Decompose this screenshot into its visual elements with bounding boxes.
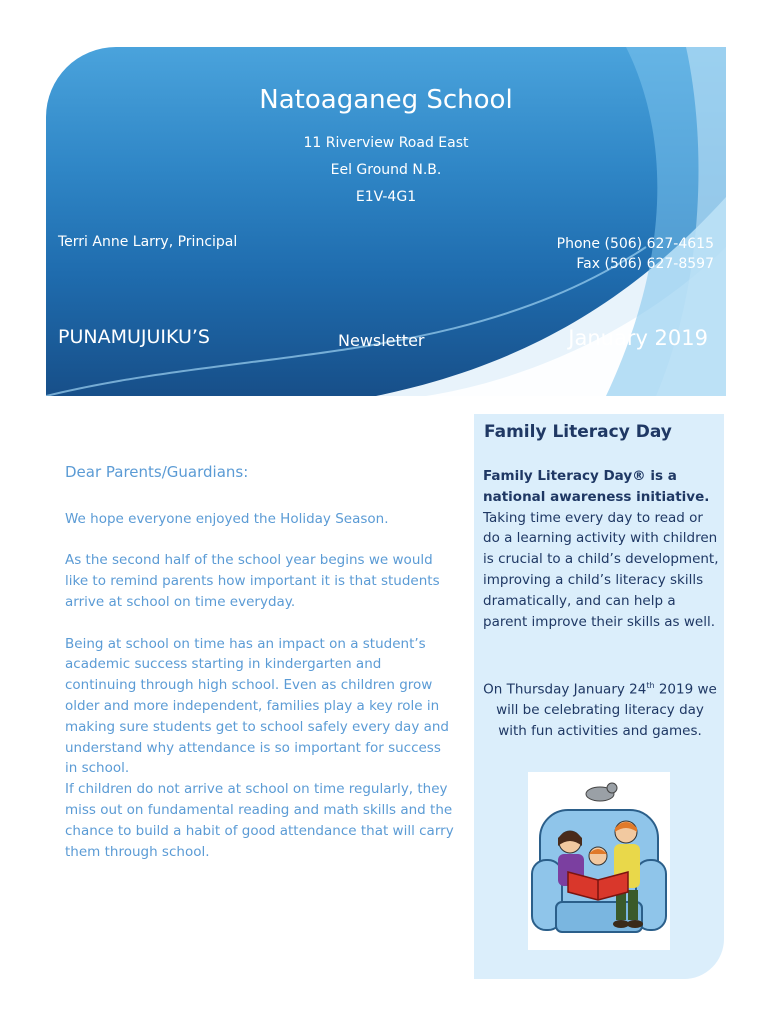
sidebar-family-literacy <box>474 414 724 979</box>
issue-date: January 2019 <box>568 326 708 350</box>
event-text-end: 2019 we will be celebrating literacy day with fun activities and games. <box>496 681 717 740</box>
header-banner <box>46 47 726 396</box>
event-date-suffix: th <box>646 681 655 690</box>
letter-paragraph-2: As the second half of the school year begins we would like to remind parents how important it is that students arrive at school on time everyday. <box>65 552 440 610</box>
letter-paragraph-1: We hope everyone enjoyed the Holiday Season. <box>65 510 389 527</box>
principal-name: Terri Anne Larry, Principal <box>58 234 238 250</box>
letter-greeting: Dear Parents/Guardians: <box>65 463 249 481</box>
newsletter-name: PUNAMUJUIKU’S <box>58 326 210 348</box>
letter-paragraph-4: If children do not arrive at school on time regularly, they miss out on fundamental reading and math skills and the chance to build a habit of good attendance that will carry them through school. <box>65 781 454 860</box>
sidebar-intro-bold: Family Literacy Day® is a national awareness initiative. <box>483 468 710 505</box>
address-line-3: E1V-4G1 <box>355 189 417 205</box>
contact-info <box>557 234 714 274</box>
event-text-start: On Thursday January 24 <box>483 681 647 698</box>
letter-body <box>65 462 455 883</box>
family-reading-illustration <box>528 772 670 950</box>
fax-number: Fax (506) 627-8597 <box>576 256 714 272</box>
sidebar-intro <box>483 466 719 632</box>
phone-number: Phone (506) 627-4615 <box>556 236 714 252</box>
address-line-2: Eel Ground N.B. <box>330 162 442 178</box>
newsletter-label: Newsletter <box>338 331 425 350</box>
sidebar-title: Family Literacy Day <box>484 422 672 442</box>
address-line-1: 11 Riverview Road East <box>303 135 469 151</box>
letter-paragraph-3: Being at school on time has an impact on a student’s academic success starting in kindergarten and continuing through high school. Even as children grow older and more independent, families play a key role in making sure students get to school safely every day and understand why attendance is so important for success in school. <box>65 635 450 777</box>
sidebar-intro-text: Taking time every day to read or do a learning activity with children is crucial to a child’s development, improving a child’s literacy skills dramatically, and can help a parent improve their skills as well. <box>483 509 719 630</box>
sidebar-event <box>480 676 720 742</box>
school-name: Natoaganeg School <box>259 85 513 115</box>
